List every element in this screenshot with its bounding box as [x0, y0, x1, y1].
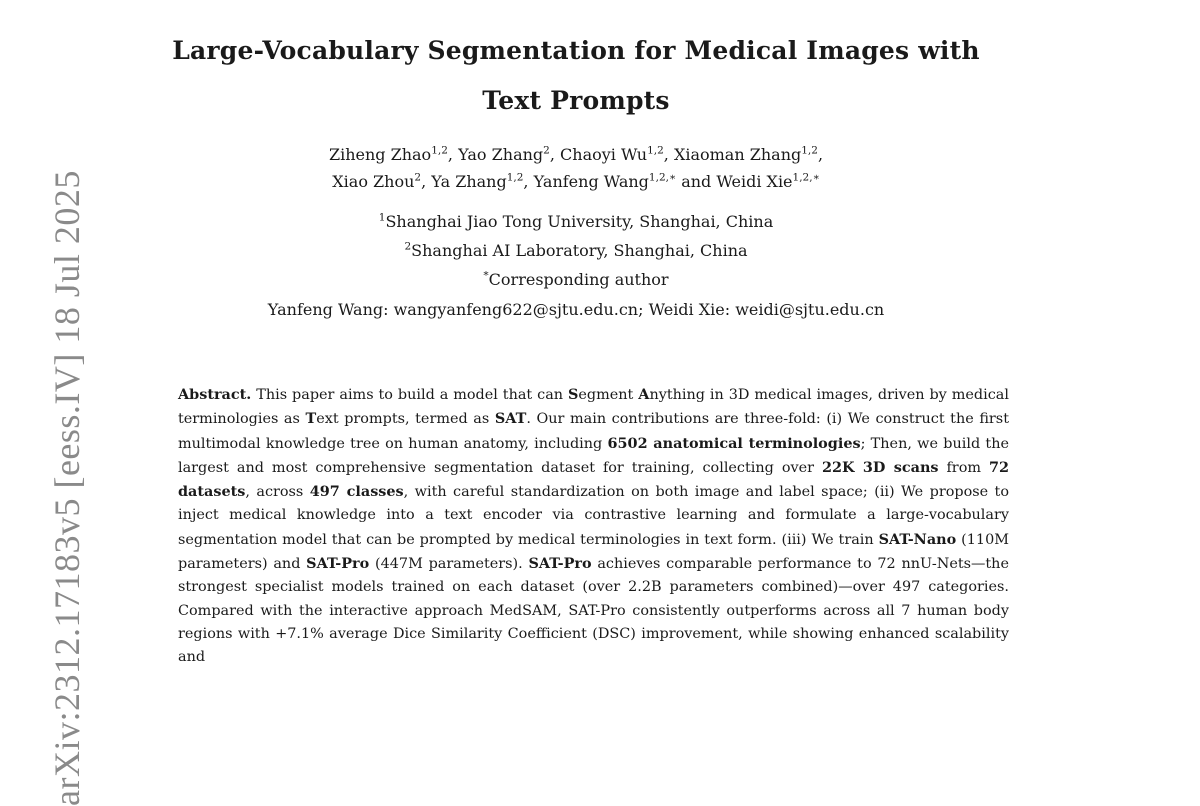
abstract-text: . Our main contributions are three-fold: (i) We construct the first multimodal knowledge tree on human anatomy, including: [178, 411, 1009, 452]
abstract-emphasis: SAT-Pro: [306, 555, 370, 573]
author-name: Yao Zhang: [458, 145, 544, 164]
author-affiliation-marker: 1,2,∗: [648, 171, 677, 184]
affiliation-marker: *: [483, 269, 489, 282]
abstract-emphasis: SAT-Nano: [878, 530, 957, 548]
abstract-emphasis: T: [305, 410, 317, 428]
author-affiliation-marker: 1,2: [506, 171, 524, 184]
author-affiliation-marker: 1,2: [431, 144, 448, 157]
author-name: Chaoyi Wu: [560, 145, 648, 164]
contact-emails: Yanfeng Wang: wangyanfeng622@sjtu.edu.cn; Weidi Xie: weidi@sjtu.edu.cn: [267, 300, 885, 319]
abstract-text: ; Then, we build the largest and most comprehensive segmentation dataset for training, collecting over: [178, 435, 1009, 476]
abstract-emphasis: SAT-Pro: [528, 555, 592, 573]
abstract-text: (447M parameters).: [369, 556, 529, 573]
abstract-emphasis: 72 datasets: [178, 458, 1009, 501]
affiliation-marker: 1: [378, 211, 386, 224]
affiliation-1: [150, 207, 1002, 236]
abstract-emphasis: 6502 anatomical terminologies: [607, 434, 861, 452]
abstract-text: , with careful standardization on both image and label space; (ii) We propose to inject medical knowledge into a text encoder via contrastive learning and formulate a large-vocabulary segmentation model that can be prompted by medical terminologies in text form. (iii) We train: [178, 484, 1009, 548]
affiliation-list: [150, 207, 1002, 294]
abstract-text: (110M parameters) and: [178, 531, 1009, 573]
author-name: Xiaoman Zhang: [673, 145, 802, 164]
abstract-text: nything in 3D medical images, driven by medical terminologies as: [178, 387, 1009, 428]
abstract-text: from: [938, 459, 989, 476]
arxiv-identifier-stamp: arXiv:2312.17183v5 [eess.IV] 18 Jul 2025: [47, 170, 87, 806]
abstract-emphasis: S: [567, 386, 579, 403]
abstract-emphasis: 22K 3D scans: [821, 458, 939, 476]
affiliation-2: [150, 236, 1002, 265]
affiliation-text: Corresponding author: [488, 270, 669, 289]
abstract-text: egment: [578, 387, 639, 403]
author-affiliation-marker: 2: [414, 171, 422, 184]
author-name: Ziheng Zhao: [328, 145, 432, 164]
abstract-text: ext prompts, termed as: [316, 411, 495, 428]
author-name: Yanfeng Wang: [533, 172, 649, 191]
abstract: [178, 383, 1009, 670]
author-affiliation-marker: 2: [543, 144, 550, 157]
affiliation-text: Shanghai AI Laboratory, Shanghai, China: [411, 241, 748, 260]
author-name: Xiao Zhou: [332, 172, 415, 191]
author-line-1: Ziheng Zhao$^{1,2}$, Yao Zhang$^2$, Chaoyi Wu$^{1,2}$, Xiaoman Zhang$^{1,2}$,: [328, 144, 824, 164]
affiliation-text: Shanghai Jiao Tong University, Shanghai, China: [385, 212, 774, 231]
affiliation-marker: 2: [404, 240, 412, 253]
author-affiliation-marker: 1,2: [801, 144, 818, 157]
paper-title: Large-Vocabulary Segmentation for Medical Images with Text Prompts: [172, 36, 980, 115]
abstract-text: achieves comparable performance to 72 nnU-Nets—the strongest specialist models trained on each dataset (over 2.2B parameters combined)—over 497 categories. Compared with the interactive approach MedSAM, SAT-Pro consistently outperforms across all 7 human body regions with +7.1% average Dice Similarity Coefficient (DSC) improvement, while showing enhanced scalability and: [178, 556, 1009, 666]
abstract-label: Abstract.: [178, 386, 252, 403]
abstract-body: [178, 387, 1009, 665]
author-affiliation-marker: 1,2,∗: [792, 171, 820, 184]
author-affiliation-marker: 1,2: [647, 144, 664, 157]
abstract-emphasis: A: [638, 386, 650, 403]
author-line-2: Xiao Zhou$^2$, Ya Zhang$^{1,2}$, Yanfeng Wang$^{1,2,∗}$ and Weidi Xie$^{1,2,∗}$: [332, 171, 820, 191]
corresponding-note: [150, 265, 1002, 294]
author-name: Ya Zhang: [431, 172, 507, 191]
abstract-emphasis: SAT: [494, 410, 527, 428]
abstract-text: This paper aims to build a model that can: [251, 387, 568, 403]
author-list: [150, 141, 1002, 195]
abstract-text: , across: [245, 484, 310, 501]
abstract-emphasis: 497 classes: [309, 483, 404, 501]
author-name: Weidi Xie: [716, 172, 793, 191]
